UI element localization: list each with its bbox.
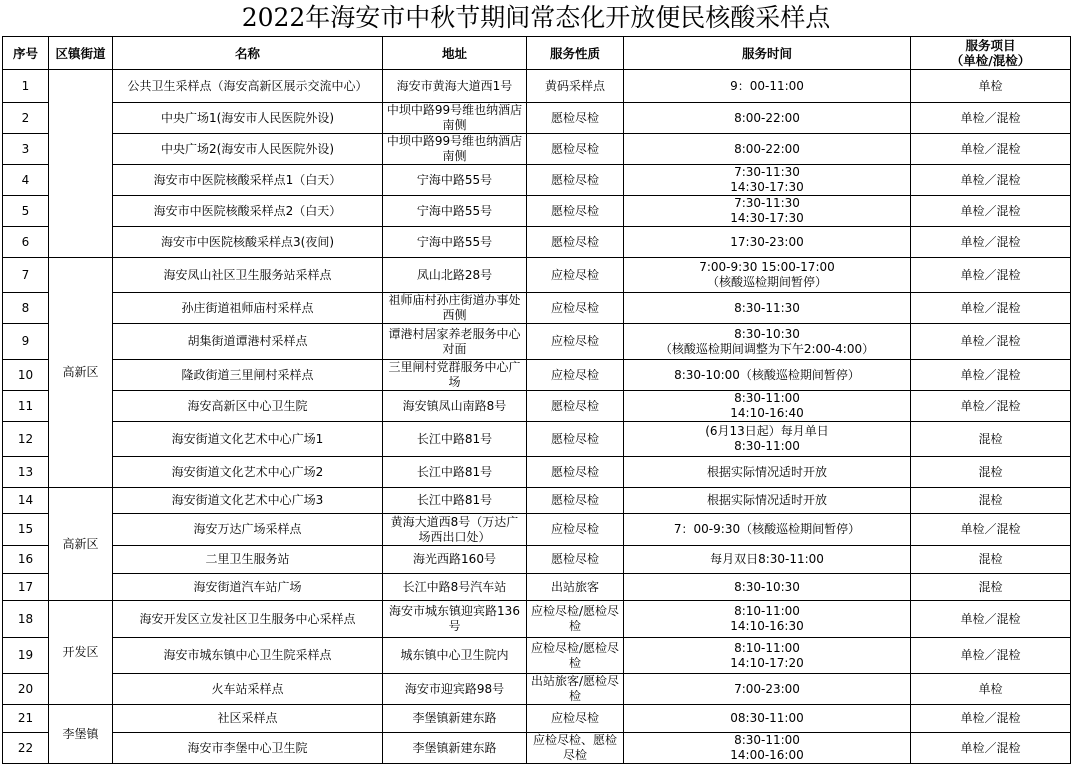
cell-time: 7:00-9:30 15:00-17:00 （核酸巡检期间暂停） bbox=[624, 258, 911, 293]
cell-address: 宁海中路55号 bbox=[383, 196, 527, 227]
cell-item: 单检／混检 bbox=[911, 705, 1071, 733]
cell-address: 海光西路160号 bbox=[383, 546, 527, 574]
table-row bbox=[3, 70, 1071, 103]
cell-name: 火车站采样点 bbox=[113, 674, 383, 705]
cell-time: 8:10-11:00 14:10-17:20 bbox=[624, 638, 911, 674]
cell-no: 2 bbox=[3, 103, 49, 134]
cell-name: 中央广场2(海安市人民医院外设) bbox=[113, 134, 383, 165]
cell-no: 16 bbox=[3, 546, 49, 574]
cell-district: 高新区 bbox=[49, 258, 113, 488]
table-row bbox=[3, 360, 1071, 391]
cell-item: 单检／混检 bbox=[911, 103, 1071, 134]
cell-name: 海安市中医院核酸采样点3(夜间) bbox=[113, 227, 383, 258]
cell-address: 长江中路8号汽车站 bbox=[383, 574, 527, 601]
cell-no: 1 bbox=[3, 70, 49, 103]
cell-time: 8:10-11:00 14:10-16:30 bbox=[624, 601, 911, 638]
table-row bbox=[3, 457, 1071, 488]
table-row bbox=[3, 227, 1071, 258]
table-body bbox=[3, 70, 1071, 764]
cell-no: 19 bbox=[3, 638, 49, 674]
cell-nature: 应检尽检 bbox=[527, 705, 624, 733]
cell-address: 三里闸村党群服务中心广 场 bbox=[383, 360, 527, 391]
cell-time: 17:30-23:00 bbox=[624, 227, 911, 258]
table-row bbox=[3, 103, 1071, 134]
cell-no: 12 bbox=[3, 422, 49, 457]
cell-item: 混检 bbox=[911, 457, 1071, 488]
cell-time: (6月13日起）每月单日 8:30-11:00 bbox=[624, 422, 911, 457]
cell-no: 8 bbox=[3, 293, 49, 324]
cell-nature: 应检尽检/愿检尽检 bbox=[527, 601, 624, 638]
page-title: 2022年海安市中秋节期间常态化开放便民核酸采样点 bbox=[241, 3, 831, 32]
table-row bbox=[3, 574, 1071, 601]
cell-name: 隆政街道三里闸村采样点 bbox=[113, 360, 383, 391]
cell-item: 单检／混检 bbox=[911, 638, 1071, 674]
table-row bbox=[3, 196, 1071, 227]
cell-time: 7：00-9:30（核酸巡检期间暂停） bbox=[624, 514, 911, 546]
cell-no: 6 bbox=[3, 227, 49, 258]
cell-address: 海安市迎宾路98号 bbox=[383, 674, 527, 705]
cell-nature: 应检尽检 bbox=[527, 258, 624, 293]
cell-no: 11 bbox=[3, 391, 49, 422]
cell-no: 4 bbox=[3, 165, 49, 196]
cell-address: 宁海中路55号 bbox=[383, 227, 527, 258]
cell-item: 单检／混检 bbox=[911, 165, 1071, 196]
cell-item: 单检／混检 bbox=[911, 391, 1071, 422]
cell-nature: 愿检尽检 bbox=[527, 391, 624, 422]
header-address: 地址 bbox=[383, 37, 527, 70]
cell-no: 17 bbox=[3, 574, 49, 601]
table-row bbox=[3, 733, 1071, 764]
table-row bbox=[3, 514, 1071, 546]
cell-time: 每月双日8:30-11:00 bbox=[624, 546, 911, 574]
header-district: 区镇街道 bbox=[49, 37, 113, 70]
cell-item: 单检／混检 bbox=[911, 227, 1071, 258]
cell-address: 黄海大道西8号（万达广 场西出口处） bbox=[383, 514, 527, 546]
cell-item: 单检／混检 bbox=[911, 360, 1071, 391]
table-row bbox=[3, 391, 1071, 422]
header-time: 服务时间 bbox=[624, 37, 911, 70]
table-row bbox=[3, 601, 1071, 638]
cell-item: 单检／混检 bbox=[911, 134, 1071, 165]
cell-nature: 应检尽检 bbox=[527, 514, 624, 546]
cell-name: 海安街道文化艺术中心广场2 bbox=[113, 457, 383, 488]
cell-name: 海安市城东镇中心卫生院采样点 bbox=[113, 638, 383, 674]
cell-no: 9 bbox=[3, 324, 49, 360]
cell-nature: 愿检尽检 bbox=[527, 457, 624, 488]
header-no: 序号 bbox=[3, 37, 49, 70]
cell-item: 单检／混检 bbox=[911, 293, 1071, 324]
table-row bbox=[3, 422, 1071, 457]
cell-name: 海安凤山社区卫生服务站采样点 bbox=[113, 258, 383, 293]
cell-nature: 应检尽检、愿检尽检 bbox=[527, 733, 624, 764]
table-row bbox=[3, 488, 1071, 514]
cell-time: 8:30-10:30 （核酸巡检期间调整为下午2:00-4:00） bbox=[624, 324, 911, 360]
cell-item: 单检／混检 bbox=[911, 324, 1071, 360]
cell-time: 7:00-23:00 bbox=[624, 674, 911, 705]
cell-item: 混检 bbox=[911, 574, 1071, 601]
cell-nature: 黄码采样点 bbox=[527, 70, 624, 103]
cell-no: 18 bbox=[3, 601, 49, 638]
cell-address: 长江中路81号 bbox=[383, 488, 527, 514]
cell-nature: 愿检尽检 bbox=[527, 196, 624, 227]
cell-no: 22 bbox=[3, 733, 49, 764]
table-row bbox=[3, 674, 1071, 705]
cell-time: 8:30-11:00 14:00-16:00 bbox=[624, 733, 911, 764]
cell-time: 7:30-11:30 14:30-17:30 bbox=[624, 196, 911, 227]
cell-no: 3 bbox=[3, 134, 49, 165]
cell-name: 海安开发区立发社区卫生服务中心采样点 bbox=[113, 601, 383, 638]
table-row bbox=[3, 638, 1071, 674]
header-item: 服务项目 （单检/混检） bbox=[911, 37, 1071, 70]
table-row bbox=[3, 293, 1071, 324]
cell-nature: 应检尽检 bbox=[527, 324, 624, 360]
cell-nature: 愿检尽检 bbox=[527, 165, 624, 196]
cell-address: 中坝中路99号维也纳酒店 南侧 bbox=[383, 134, 527, 165]
cell-item: 单检／混检 bbox=[911, 733, 1071, 764]
cell-time: 8:00-22:00 bbox=[624, 134, 911, 165]
cell-item: 混检 bbox=[911, 422, 1071, 457]
cell-address: 谭港村居家养老服务中心 对面 bbox=[383, 324, 527, 360]
cell-nature: 愿检尽检 bbox=[527, 103, 624, 134]
cell-district: 高新区 bbox=[49, 488, 113, 601]
cell-address: 中坝中路99号维也纳酒店 南侧 bbox=[383, 103, 527, 134]
cell-address: 长江中路81号 bbox=[383, 457, 527, 488]
cell-item: 单检／混检 bbox=[911, 258, 1071, 293]
cell-nature: 愿检尽检 bbox=[527, 422, 624, 457]
header-row bbox=[3, 37, 1071, 70]
cell-name: 二里卫生服务站 bbox=[113, 546, 383, 574]
cell-address: 城东镇中心卫生院内 bbox=[383, 638, 527, 674]
cell-name: 海安市中医院核酸采样点1（白天） bbox=[113, 165, 383, 196]
cell-time: 8:30-11:00 14:10-16:40 bbox=[624, 391, 911, 422]
cell-no: 15 bbox=[3, 514, 49, 546]
cell-nature: 愿检尽检 bbox=[527, 546, 624, 574]
cell-name: 社区采样点 bbox=[113, 705, 383, 733]
table-row bbox=[3, 258, 1071, 293]
cell-name: 海安市中医院核酸采样点2（白天） bbox=[113, 196, 383, 227]
table-row bbox=[3, 134, 1071, 165]
cell-nature: 应检尽检 bbox=[527, 293, 624, 324]
cell-time: 根据实际情况适时开放 bbox=[624, 457, 911, 488]
cell-no: 5 bbox=[3, 196, 49, 227]
cell-time: 8:30-11:30 bbox=[624, 293, 911, 324]
cell-item: 单检／混检 bbox=[911, 196, 1071, 227]
cell-time: 9：00-11:00 bbox=[624, 70, 911, 103]
cell-name: 海安街道汽车站广场 bbox=[113, 574, 383, 601]
cell-no: 21 bbox=[3, 705, 49, 733]
cell-item: 混检 bbox=[911, 546, 1071, 574]
cell-name: 海安高新区中心卫生院 bbox=[113, 391, 383, 422]
cell-no: 20 bbox=[3, 674, 49, 705]
cell-no: 13 bbox=[3, 457, 49, 488]
cell-time: 08:30-11:00 bbox=[624, 705, 911, 733]
cell-nature: 出站旅客/愿检尽检 bbox=[527, 674, 624, 705]
cell-nature: 应检尽检/愿检尽检 bbox=[527, 638, 624, 674]
cell-district bbox=[49, 70, 113, 258]
cell-address: 长江中路81号 bbox=[383, 422, 527, 457]
table-row bbox=[3, 324, 1071, 360]
cell-time: 8:00-22:00 bbox=[624, 103, 911, 134]
cell-district: 李堡镇 bbox=[49, 705, 113, 764]
cell-time: 根据实际情况适时开放 bbox=[624, 488, 911, 514]
cell-nature: 愿检尽检 bbox=[527, 134, 624, 165]
cell-address: 海安市城东镇迎宾路136 号 bbox=[383, 601, 527, 638]
cell-nature: 出站旅客 bbox=[527, 574, 624, 601]
cell-time: 7:30-11:30 14:30-17:30 bbox=[624, 165, 911, 196]
cell-name: 海安市李堡中心卫生院 bbox=[113, 733, 383, 764]
header-name: 名称 bbox=[113, 37, 383, 70]
cell-nature: 愿检尽检 bbox=[527, 488, 624, 514]
cell-time: 8:30-10:00（核酸巡检期间暂停） bbox=[624, 360, 911, 391]
cell-item: 单检／混检 bbox=[911, 514, 1071, 546]
cell-nature: 愿检尽检 bbox=[527, 227, 624, 258]
table-row bbox=[3, 546, 1071, 574]
header-nature: 服务性质 bbox=[527, 37, 624, 70]
cell-name: 孙庄街道祖师庙村采样点 bbox=[113, 293, 383, 324]
table-row bbox=[3, 705, 1071, 733]
cell-address: 李堡镇新建东路 bbox=[383, 733, 527, 764]
cell-name: 中央广场1(海安市人民医院外设) bbox=[113, 103, 383, 134]
table-row bbox=[3, 165, 1071, 196]
cell-name: 海安街道文化艺术中心广场3 bbox=[113, 488, 383, 514]
cell-district: 开发区 bbox=[49, 601, 113, 705]
cell-item: 单检 bbox=[911, 70, 1071, 103]
cell-nature: 应检尽检 bbox=[527, 360, 624, 391]
cell-address: 海安市黄海大道西1号 bbox=[383, 70, 527, 103]
cell-name: 海安万达广场采样点 bbox=[113, 514, 383, 546]
cell-item: 单检／混检 bbox=[911, 601, 1071, 638]
cell-address: 宁海中路55号 bbox=[383, 165, 527, 196]
cell-address: 祖师庙村孙庄街道办事处 西侧 bbox=[383, 293, 527, 324]
cell-name: 海安街道文化艺术中心广场1 bbox=[113, 422, 383, 457]
cell-address: 海安镇凤山南路8号 bbox=[383, 391, 527, 422]
cell-no: 7 bbox=[3, 258, 49, 293]
cell-name: 公共卫生采样点（海安高新区展示交流中心） bbox=[113, 70, 383, 103]
cell-name: 胡集街道谭港村采样点 bbox=[113, 324, 383, 360]
cell-address: 凤山北路28号 bbox=[383, 258, 527, 293]
cell-no: 14 bbox=[3, 488, 49, 514]
cell-item: 单检 bbox=[911, 674, 1071, 705]
cell-time: 8:30-10:30 bbox=[624, 574, 911, 601]
cell-address: 李堡镇新建东路 bbox=[383, 705, 527, 733]
cell-no: 10 bbox=[3, 360, 49, 391]
cell-item: 混检 bbox=[911, 488, 1071, 514]
sampling-sites-table bbox=[2, 36, 1071, 764]
